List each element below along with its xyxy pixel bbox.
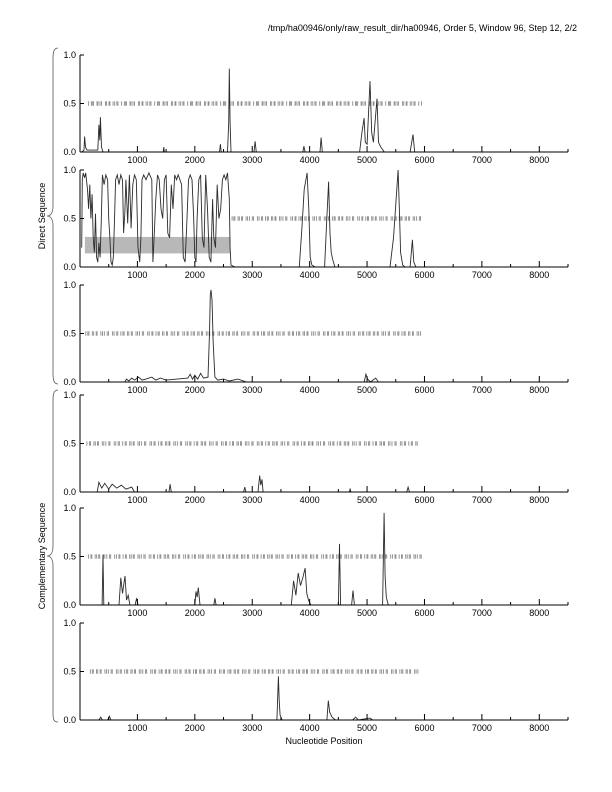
y-tick-label: 0.5 (63, 213, 76, 224)
direct-sequence-brace-icon (47, 48, 58, 384)
x-tick-label: 6000 (414, 385, 435, 395)
x-tick-label: 2000 (184, 385, 205, 395)
codon-marks-row (89, 554, 422, 558)
panel-2-chart (0, 160, 612, 287)
codon-marks-row (86, 331, 421, 335)
x-tick-label: 3000 (242, 608, 263, 618)
x-tick-label: 2000 (184, 495, 205, 505)
probability-trace (82, 290, 419, 382)
y-tick-label: 0.0 (63, 262, 76, 272)
x-tick-label: 7000 (471, 385, 492, 395)
codon-marks-row (89, 101, 422, 105)
panel-5-chart (0, 498, 612, 625)
y-tick-label: 0.0 (63, 600, 76, 610)
panel-6-chart (0, 613, 612, 740)
complementary-sequence-brace-icon (47, 390, 58, 722)
x-tick-label: 7000 (471, 608, 492, 618)
x-tick-label: 5000 (357, 608, 378, 618)
y-tick-label: 0.5 (63, 438, 76, 449)
y-tick-label: 0.0 (63, 487, 76, 497)
x-tick-label: 7000 (471, 270, 492, 280)
y-tick-label: 1.0 (63, 390, 76, 400)
plot-header-title: /tmp/ha00946/only/raw_result_dir/ha00946, Order 5, Window 96, Step 12, 2/2 (267, 23, 577, 33)
x-tick-label: 8000 (529, 608, 550, 618)
x-tick-label: 8000 (529, 155, 550, 165)
x-tick-label: 1000 (127, 608, 148, 618)
direct-sequence-label: Direct Sequence (37, 182, 47, 250)
x-tick-label: 6000 (414, 723, 435, 733)
x-tick-label: 6000 (414, 608, 435, 618)
y-tick-label: 0.5 (63, 328, 76, 339)
probability-trace (82, 676, 419, 720)
x-tick-label: 3000 (242, 495, 263, 505)
x-tick-label: 5000 (357, 155, 378, 165)
x-tick-label: 7000 (471, 723, 492, 733)
y-tick-label: 0.5 (63, 98, 76, 109)
panel-axes (80, 395, 568, 492)
x-tick-label: 5000 (357, 270, 378, 280)
x-tick-label: 4000 (299, 155, 320, 165)
x-tick-label: 4000 (299, 270, 320, 280)
x-tick-label: 6000 (414, 155, 435, 165)
y-tick-label: 0.0 (63, 715, 76, 725)
x-tick-label: 1000 (127, 385, 148, 395)
y-tick-label: 1.0 (63, 618, 76, 628)
x-tick-label: 1000 (127, 155, 148, 165)
probability-trace (82, 476, 419, 493)
x-tick-label: 5000 (357, 495, 378, 505)
panel-1-chart (0, 45, 612, 172)
x-tick-label: 1000 (127, 270, 148, 280)
x-tick-label: 4000 (299, 385, 320, 395)
group-braces (0, 0, 70, 792)
x-tick-label: 2000 (184, 723, 205, 733)
x-tick-label: 3000 (242, 723, 263, 733)
x-tick-label: 7000 (471, 155, 492, 165)
x-tick-label: 5000 (357, 723, 378, 733)
x-axis-title: Nucleotide Position (285, 736, 363, 746)
x-tick-label: 2000 (184, 608, 205, 618)
y-tick-label: 0.5 (63, 551, 76, 562)
x-tick-label: 1000 (127, 495, 148, 505)
x-tick-label: 4000 (299, 723, 320, 733)
x-tick-label: 1000 (127, 723, 148, 733)
x-tick-label: 7000 (471, 495, 492, 505)
probability-trace (82, 69, 419, 152)
x-tick-label: 3000 (242, 270, 263, 280)
y-tick-label: 1.0 (63, 503, 76, 513)
y-tick-label: 0.5 (63, 666, 76, 677)
x-tick-label: 8000 (529, 385, 550, 395)
x-tick-label: 4000 (299, 495, 320, 505)
y-tick-label: 0.0 (63, 147, 76, 157)
panel-4-chart (0, 385, 612, 512)
x-tick-label: 3000 (242, 385, 263, 395)
y-tick-label: 1.0 (63, 165, 76, 175)
x-tick-label: 5000 (357, 385, 378, 395)
x-tick-label: 8000 (529, 723, 550, 733)
codon-marks-row (87, 441, 417, 445)
x-tick-label: 4000 (299, 608, 320, 618)
complementary-sequence-label: Complementary Sequence (37, 502, 47, 610)
x-tick-label: 2000 (184, 270, 205, 280)
x-tick-label: 3000 (242, 155, 263, 165)
codon-marks-row (90, 669, 418, 673)
panel-3-chart (0, 275, 612, 402)
y-tick-label: 1.0 (63, 50, 76, 60)
panel-axes (80, 55, 568, 152)
y-tick-label: 1.0 (63, 280, 76, 290)
x-tick-label: 8000 (529, 270, 550, 280)
y-tick-label: 0.0 (63, 377, 76, 387)
x-tick-label: 2000 (184, 155, 205, 165)
probability-trace (82, 513, 419, 605)
x-tick-label: 8000 (529, 495, 550, 505)
x-tick-label: 6000 (414, 495, 435, 505)
x-tick-label: 6000 (414, 270, 435, 280)
